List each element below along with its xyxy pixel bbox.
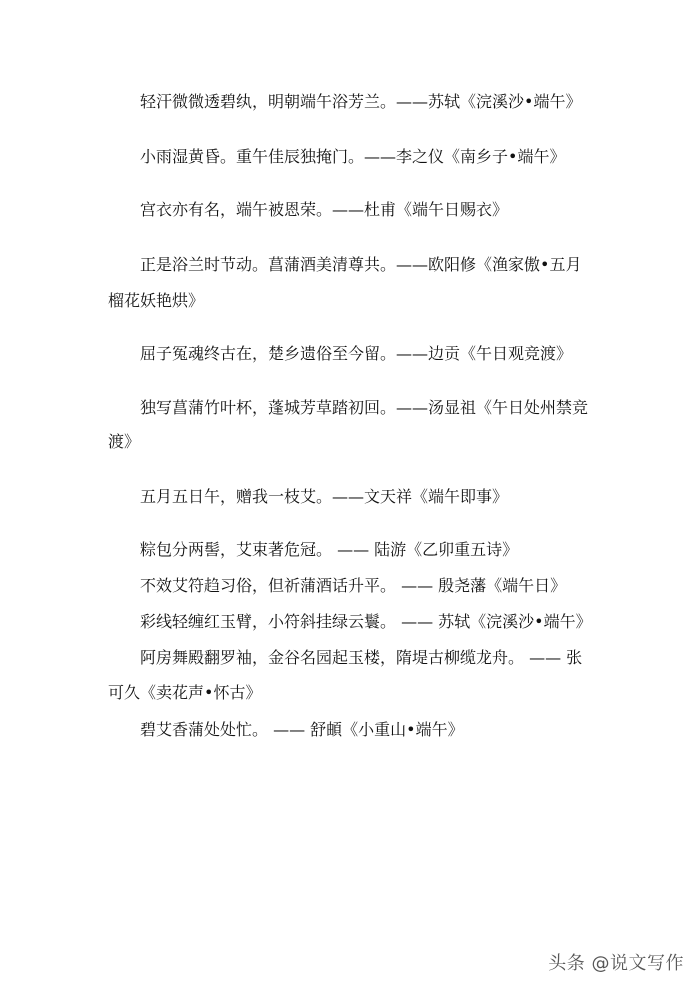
poem-line-11-continued: 可久《卖花声•怀古》 [108,683,262,702]
poem-line-2: 小雨湿黄昏。重午佳辰独掩门。——李之仪《南乡子•端午》 [108,147,566,166]
source-watermark: 头条 @说文写作 [548,953,684,974]
poem-line-11: 阿房舞殿翻罗袖，金谷名园起玉楼，隋堤古柳缆龙舟。 —— 张 [108,648,583,667]
poem-line-8: 粽包分两髻，艾束著危冠。 —— 陆游《乙卯重五诗》 [108,540,519,559]
poem-line-6: 独写菖蒲竹叶杯，蓬城芳草踏初回。——汤显祖《午日处州禁竞 [108,398,589,417]
poem-line-4-continued: 榴花妖艳烘》 [108,291,205,310]
poem-line-4: 正是浴兰时节动。菖蒲酒美清尊共。——欧阳修《渔家傲•五月 [108,255,582,274]
poem-line-12: 碧艾香蒲处处忙。 —— 舒頔《小重山•端午》 [108,720,464,739]
poem-line-3: 宫衣亦有名，端午被恩荣。——杜甫《端午日赐衣》 [108,200,509,219]
poem-line-6-continued: 渡》 [108,432,141,451]
poem-line-7: 五月五日午，赠我一枝艾。——文天祥《端午即事》 [108,487,509,506]
poem-line-10: 彩线轻缠红玉臂，小符斜挂绿云鬟。 —— 苏轼《浣溪沙•端午》 [108,612,592,631]
poem-line-1: 轻汗微微透碧纨，明朝端午浴芳兰。——苏轼《浣溪沙•端午》 [108,92,582,111]
poem-line-9: 不效艾符趋习俗，但祈蒲酒话升平。 —— 殷尧藩《端午日》 [108,576,567,595]
poem-line-5: 屈子冤魂终古在，楚乡遗俗至今留。——边贡《午日观竞渡》 [108,344,573,363]
